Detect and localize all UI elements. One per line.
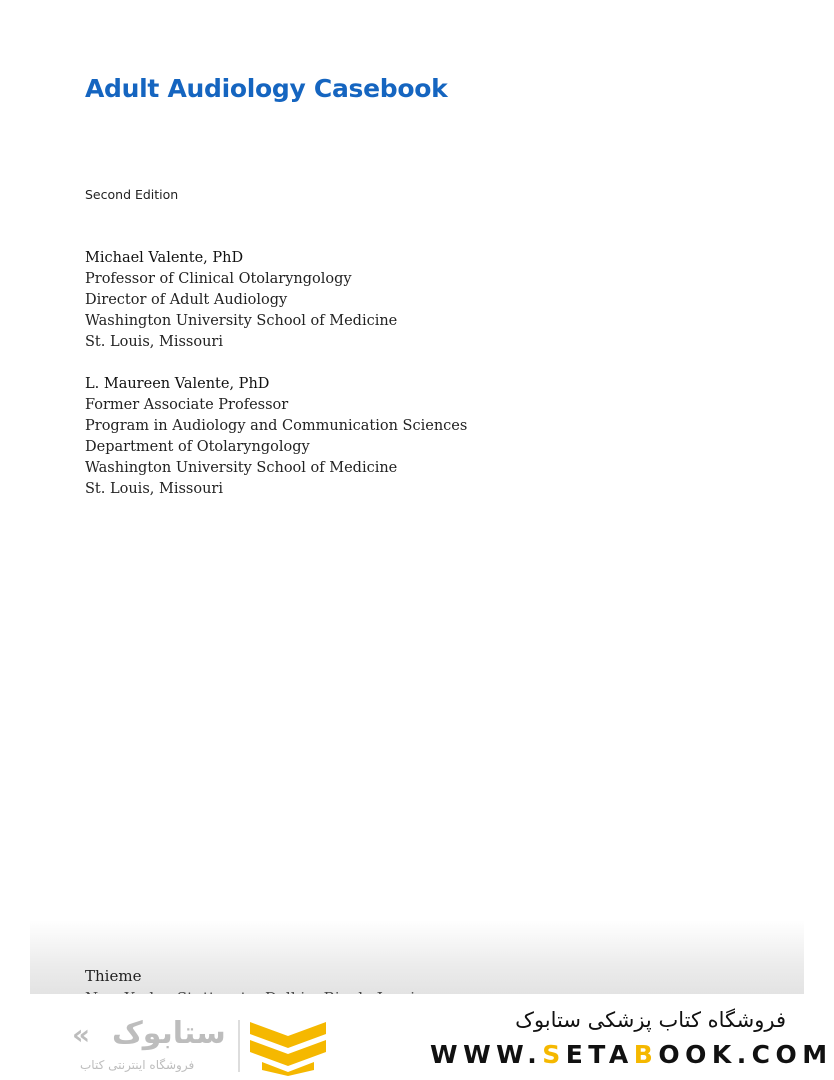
watermark-logo-text: ستابوک [112,1016,226,1051]
author-name: Michael Valente, PhD [85,250,244,266]
author-affiliation-line: St. Louis, Missouri [85,481,223,497]
author-block [85,374,467,500]
watermark-logo-mark-icon [248,1018,328,1076]
watermark-logo-subtitle: فروشگاه اینترنتی کتاب [80,1058,195,1072]
url-accent-letter: B [633,1040,659,1069]
book-title: Adult Audiology Casebook [85,74,448,103]
author-affiliation-line: Program in Audiology and Communication Sciences [85,418,468,434]
watermark-store-name: فروشگاه کتاب پزشکی ستابوک [515,1008,786,1032]
edition-label: Second Edition [85,187,179,202]
footer-shade [30,920,804,994]
author-affiliation-line: Former Associate Professor [85,397,289,413]
author-affiliation-line: St. Louis, Missouri [85,334,223,350]
author-affiliation-line: Washington University School of Medicine [85,313,398,329]
publisher-name: Thieme [85,967,142,985]
watermark-logo-chevrons: « [72,1018,91,1051]
watermark-store-url[interactable] [430,1040,833,1069]
url-part: ETA [565,1040,634,1069]
author-block [85,248,397,353]
author-affiliation-line: Professor of Clinical Otolaryngology [85,271,352,287]
author-affiliation-line: Department of Otolaryngology [85,439,310,455]
author-affiliation-line: Director of Adult Audiology [85,292,288,308]
url-accent-letter: S [542,1040,566,1069]
url-part: OOK.COM [658,1040,833,1069]
author-affiliation-line: Washington University School of Medicine [85,460,398,476]
author-name: L. Maureen Valente, PhD [85,376,270,392]
url-part: WWW. [430,1040,543,1069]
watermark-divider [238,1020,240,1072]
